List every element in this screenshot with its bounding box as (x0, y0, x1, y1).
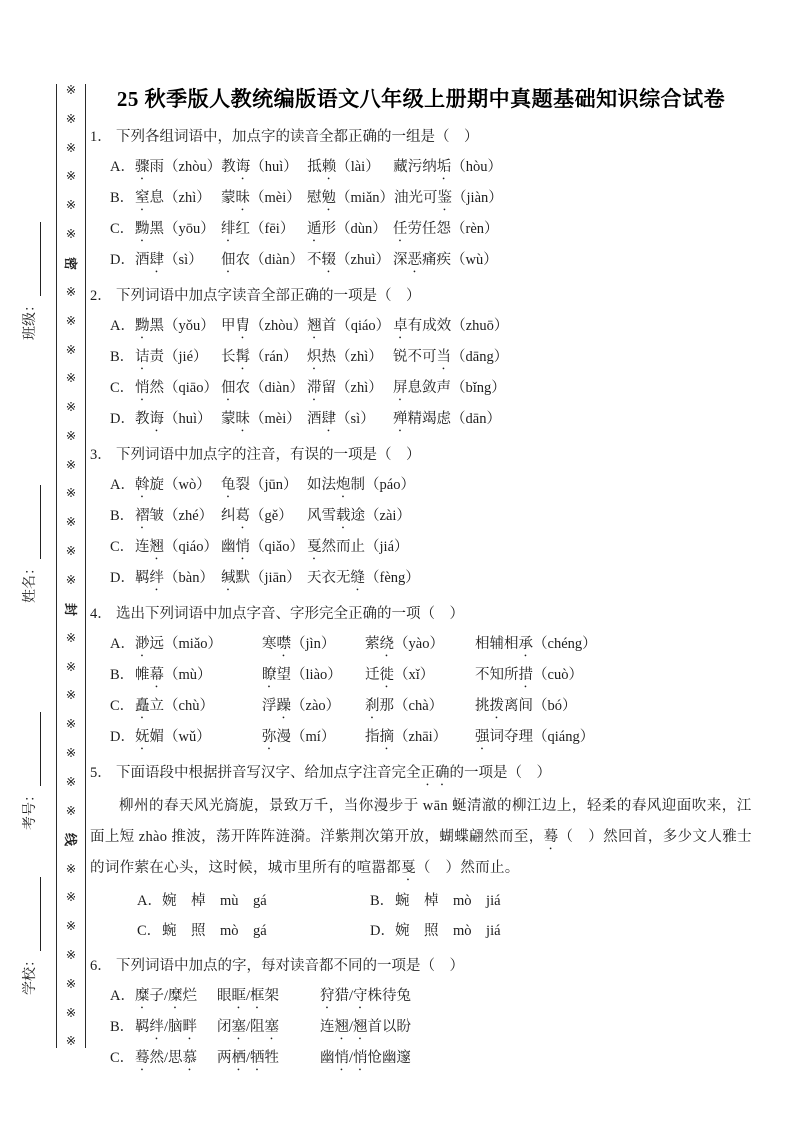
emphasized-char: 辍 (321, 252, 336, 268)
emphasized-char: 妩 (135, 729, 150, 745)
emphasized-char: 滞 (307, 380, 322, 396)
option-item: 藏污纳垢（hòu） (393, 159, 502, 175)
option-item: 羁绊/脑畔 (135, 1019, 198, 1035)
seal-mark: ※ (65, 803, 77, 818)
option-item: 殚精竭虑（dān） (393, 411, 501, 427)
option-item: 黝黑（yōu） (135, 221, 215, 237)
option-C (90, 532, 752, 563)
question-3 (90, 440, 752, 594)
option-item: 蜿 照 mò gá (162, 923, 267, 939)
seal-mark: ※ (65, 919, 77, 934)
margin-field-blank (25, 485, 41, 559)
emphasized-char: 框 (250, 988, 265, 1004)
option-item: 龟裂（jūn） (221, 477, 298, 493)
option-item: 油光可鉴（jiàn） (394, 190, 503, 206)
option-label: A． (110, 477, 135, 493)
option-D (90, 722, 752, 753)
seal-mark: ※ (65, 226, 77, 241)
option-item: 挑拨离间（bó） (475, 698, 577, 714)
question-5 (90, 758, 752, 946)
option-label: A． (110, 159, 135, 175)
emphasized-char: 弥 (262, 729, 277, 745)
option-item: 狩猎/守株待兔 (320, 988, 412, 1004)
option-item: 弥漫（mí） (262, 729, 336, 745)
option-label: D． (370, 923, 395, 939)
option-item: 遁形（dùn） (307, 221, 387, 237)
seal-mark: ※ (65, 630, 77, 645)
emphasized-char: 徙 (379, 667, 394, 683)
option-C (117, 916, 350, 946)
option-item: 斡旋（wò） (135, 477, 211, 493)
option-item: 骤雨（zhòu） (135, 159, 222, 175)
option-item: 甲胄（zhòu） (221, 318, 308, 334)
emphasized-char: 遁 (307, 221, 322, 237)
emphasized-char: 诘 (135, 349, 150, 365)
emphasized-char: 黝 (135, 318, 150, 334)
margin-field-label: 姓名： (23, 561, 38, 603)
emphasized-char: 垢 (436, 159, 452, 175)
name-field (19, 453, 41, 603)
question-number: 2． (90, 288, 112, 304)
option-B (90, 501, 752, 532)
seal-mark: ※ (65, 140, 77, 155)
option-label: A． (110, 636, 135, 652)
option-item: 幽悄/悄怆幽邃 (320, 1050, 412, 1066)
emphasized-char: 胄 (235, 318, 250, 334)
option-item: 天衣无缝（fèng） (307, 570, 420, 586)
option-label: D． (110, 411, 135, 427)
seal-text-char: 密 (63, 256, 79, 270)
option-item: 炽热（zhì） (307, 349, 383, 365)
emphasized-char: 翘 (307, 318, 322, 334)
option-label: A． (110, 988, 135, 1004)
option-item: 连翘（qiáo） (135, 539, 218, 555)
emphasized-char: 悄 (235, 539, 250, 555)
option-item: 相辅相承（chéng） (475, 636, 597, 652)
question-stem-text: 下列词语中加点的字，每对读音都不同的一项是（ ） (116, 958, 464, 974)
seal-mark: ※ (65, 745, 77, 760)
emphasized-char: 屏 (393, 380, 408, 396)
emphasized-char: 拨 (489, 698, 504, 714)
option-C (90, 691, 752, 722)
emphasized-char: 确 (435, 765, 450, 781)
option-item: 缄默（jiān） (221, 570, 301, 586)
emphasized-char: 载 (336, 508, 351, 524)
question-stem-text: 下列词语中加点字读音全部正确的一项是（ ） (116, 288, 421, 304)
question-stem (90, 599, 752, 629)
option-label: A． (137, 893, 162, 909)
question-stem-text: 下列词语中加点字的注音，有误的一项是（ ） (116, 447, 421, 463)
margin-field-blank (25, 712, 41, 786)
emphasized-char: 正 (420, 765, 435, 781)
emphasized-char: 摘 (379, 729, 394, 745)
option-item: 锐不可当（dāng） (393, 349, 509, 365)
question-stem-text: 下面语段中根据拼音写汉字、给加点字注音完全正确的一项是（ ） (116, 765, 551, 781)
option-label: D． (110, 570, 135, 586)
emphasized-char: 褶 (135, 508, 150, 524)
options (90, 470, 752, 594)
option-item: 不辍（zhuì） (307, 252, 390, 268)
seal-mark: ※ (65, 976, 77, 991)
emphasized-char: 卓 (393, 318, 408, 334)
option-item: 萦绕（yào） (365, 636, 444, 652)
question-stem (90, 440, 752, 470)
school-field (19, 845, 41, 995)
emphasized-char: 刹 (365, 698, 380, 714)
option-item: 黝黑（yǒu） (135, 318, 215, 334)
option-item: 窒息（zhì） (135, 190, 211, 206)
option-item: 深恶痛疾（wù） (393, 252, 498, 268)
margin-field-label: 班级： (23, 298, 38, 340)
emphasized-char: 栖 (231, 1050, 246, 1066)
option-item: 婉 照 mò jiá (395, 923, 501, 939)
emphasized-char: 翘 (334, 1019, 349, 1035)
emphasized-char: 噤 (276, 636, 291, 652)
emphasized-char: 蓦 (135, 1050, 150, 1066)
margin-field-blank (25, 222, 41, 296)
option-item: 悄然（qiāo） (135, 380, 218, 396)
option-B (90, 660, 752, 691)
seal-mark: ※ (65, 688, 77, 703)
emphasized-char: 绊 (149, 570, 164, 586)
option-D (90, 404, 752, 435)
question-stem (90, 281, 752, 311)
seal-mark: ※ (65, 169, 77, 184)
emphasized-char: 肆 (149, 252, 164, 268)
option-label: B． (370, 893, 395, 909)
seal-mark: ※ (65, 1005, 77, 1020)
exam-content (90, 84, 752, 1074)
option-item: 绯红（fēi） (221, 221, 295, 237)
option-item: 任劳任怨（rèn） (393, 221, 499, 237)
option-D (350, 916, 752, 946)
emphasized-char: 承 (518, 636, 533, 652)
option-item: 佃农（diàn） (221, 380, 304, 396)
option-A (117, 886, 350, 916)
seal-mark: ※ (65, 111, 77, 126)
option-item: 糜子/糜烂 (135, 988, 198, 1004)
option-D (90, 563, 752, 594)
emphasized-char: 强 (475, 729, 490, 745)
option-item: 蜿 棹 mò jiá (395, 893, 501, 909)
option-label: C． (110, 221, 135, 237)
options (90, 152, 752, 276)
emphasized-char: 绊 (149, 1019, 164, 1035)
option-label: B． (110, 349, 135, 365)
option-item: 指摘（zhāi） (365, 729, 448, 745)
emphasized-char: 慕 (182, 1050, 198, 1066)
seal-mark: ※ (65, 890, 77, 905)
seal-mark: ※ (65, 717, 77, 732)
question-number: 1． (90, 129, 112, 145)
option-C (90, 214, 752, 245)
emphasized-char: 缄 (221, 570, 236, 586)
emphasized-char: 措 (518, 667, 533, 683)
option-C (90, 373, 752, 404)
seal-mark: ※ (65, 342, 77, 357)
seal-mark: ※ (65, 198, 77, 213)
option-C (90, 1043, 752, 1074)
emphasized-char: 骤 (135, 159, 150, 175)
option-A (90, 470, 752, 501)
emphasized-char: 守 (353, 988, 368, 1004)
option-item: 帷幕（mù） (135, 667, 212, 683)
option-item: 屏息敛声（bǐng） (393, 380, 506, 396)
emphasized-char: 绯 (221, 221, 236, 237)
option-item: 滞留（zhì） (307, 380, 383, 396)
option-label: C． (110, 380, 135, 396)
seal-mark: ※ (65, 947, 77, 962)
option-D (90, 245, 752, 276)
option-item: 眼眶/框架 (217, 988, 280, 1004)
option-A (90, 311, 752, 342)
emphasized-char: 诲 (235, 159, 251, 175)
option-item: 教诲（huì） (221, 159, 298, 175)
seal-mark: ※ (65, 83, 77, 97)
emphasized-char: 殚 (393, 411, 408, 427)
options (90, 981, 752, 1074)
emphasized-char: 诲 (149, 411, 164, 427)
option-B (90, 183, 752, 214)
option-item: 如法炮制（páo） (307, 477, 415, 493)
emphasized-char: 翘 (353, 1019, 368, 1035)
option-item: 刹那（chà） (365, 698, 444, 714)
question-stem-text: 选出下列词语中加点字音、字形完全正确的一项（ ） (116, 606, 464, 622)
option-item: 闭塞/阻塞 (217, 1019, 280, 1035)
option-item: 戛然而止（jiá） (307, 539, 409, 555)
seal-column (56, 84, 86, 1048)
emphasized-char: 畔 (182, 1019, 198, 1035)
option-A (90, 981, 752, 1012)
emphasized-char: 佃 (221, 252, 236, 268)
option-item: 妩媚（wǔ） (135, 729, 211, 745)
option-label: B． (110, 1019, 135, 1035)
option-label: B． (110, 667, 135, 683)
emphasized-char: 幕 (149, 667, 164, 683)
emphasized-char: 矗 (135, 698, 150, 714)
option-item: 酒肆（sì） (135, 252, 203, 268)
emphasized-char: 缝 (350, 570, 365, 586)
emphasized-char: 蓦 (543, 829, 559, 845)
seal-mark: ※ (65, 659, 77, 674)
option-item: 卓有成效（zhuō） (393, 318, 509, 334)
emphasized-char: 葛 (235, 508, 250, 524)
emphasized-char: 眶 (231, 988, 246, 1004)
margin-field-blank (25, 877, 41, 951)
option-item: 抵赖（lài） (307, 159, 380, 175)
option-item: 长髯（rán） (221, 349, 298, 365)
option-B (90, 342, 752, 373)
question-number: 6． (90, 958, 112, 974)
question-stem (90, 122, 752, 152)
emphasized-char: 糜 (135, 988, 150, 1004)
option-item: 风雪载途（zài） (307, 508, 411, 524)
emphasized-char: 恶 (407, 252, 422, 268)
emphasized-char: 翘 (149, 539, 164, 555)
option-item: 佃农（diàn） (221, 252, 304, 268)
option-item: 两栖/牺牲 (217, 1050, 280, 1066)
question-6 (90, 951, 752, 1074)
seal-mark: ※ (65, 861, 77, 876)
emphasized-char: 髯 (235, 349, 250, 365)
seal-text-char: 封 (63, 602, 79, 616)
emphasized-char: 戛 (307, 539, 322, 555)
question-number: 5． (90, 765, 112, 781)
emphasized-char: 勉 (321, 190, 336, 206)
emphasized-char: 悄 (334, 1050, 349, 1066)
seal-mark: ※ (65, 428, 77, 443)
emphasized-char: 牺 (250, 1050, 265, 1066)
emphasized-char: 塞 (231, 1019, 246, 1035)
option-item: 羁绊（bàn） (135, 570, 214, 586)
question-stem-text: 下列各组词语中，加点字的读音全都正确的一组是（ ） (116, 129, 479, 145)
exam-number-field (19, 680, 41, 830)
option-item: 不知所措（cuò） (475, 667, 583, 683)
seal-mark: ※ (65, 284, 77, 299)
option-item: 连翘/翘首以盼 (320, 1019, 412, 1035)
seal-mark: ※ (65, 313, 77, 328)
option-label: C． (110, 539, 135, 555)
emphasized-char: 糜 (168, 988, 183, 1004)
margin-field-label: 学校： (23, 953, 38, 995)
option-A (90, 152, 752, 183)
option-item: 教诲（huì） (135, 411, 212, 427)
option-item: 蒙昧（mèi） (221, 411, 301, 427)
emphasized-char: 肆 (321, 411, 336, 427)
question-number: 3． (90, 447, 112, 463)
option-label: B． (110, 190, 135, 206)
emphasized-char: 昧 (235, 411, 250, 427)
option-item: 浮躁（zào） (262, 698, 341, 714)
option-item: 蓦然/思慕 (135, 1050, 198, 1066)
emphasized-char: 斡 (135, 477, 150, 493)
option-item: 翘首（qiáo） (307, 318, 391, 334)
seal-text-char: 线 (63, 833, 79, 847)
option-item: 瞭望（liào） (262, 667, 342, 683)
seal-mark: ※ (65, 457, 77, 472)
seal-mark: ※ (65, 774, 77, 789)
question-2 (90, 281, 752, 435)
seal-mark: ※ (65, 486, 77, 501)
seal-mark: ※ (65, 515, 77, 530)
class-field (19, 190, 41, 340)
options (90, 886, 752, 946)
emphasized-char: 佃 (221, 380, 236, 396)
emphasized-char: 昧 (235, 190, 250, 206)
option-label: C． (137, 923, 162, 939)
option-B (350, 886, 752, 916)
emphasized-char: 炽 (307, 349, 322, 365)
option-item: 迁徙（xǐ） (365, 667, 435, 683)
emphasized-char: 瞭 (262, 667, 277, 683)
question-1 (90, 122, 752, 276)
seal-mark: ※ (65, 400, 77, 415)
options (90, 629, 752, 753)
emphasized-char: 任 (393, 221, 408, 237)
option-label: B． (110, 508, 135, 524)
option-B (90, 1012, 752, 1043)
option-item: 渺远（miǎo） (135, 636, 222, 652)
option-label: C． (110, 1050, 135, 1066)
option-item: 蒙昧（mèi） (221, 190, 301, 206)
emphasized-char: 塞 (264, 1019, 280, 1035)
seal-mark: ※ (65, 1034, 77, 1049)
emphasized-char: 窒 (135, 190, 150, 206)
seal-mark: ※ (65, 544, 77, 558)
question-number: 4． (90, 606, 112, 622)
emphasized-char: 龟 (221, 477, 236, 493)
option-label: A． (110, 318, 135, 334)
emphasized-char: 绕 (379, 636, 394, 652)
emphasized-char: 鉴 (437, 190, 452, 206)
emphasized-char: 悄 (135, 380, 150, 396)
option-item: 纠葛（gě） (221, 508, 293, 524)
seal-mark: ※ (65, 371, 77, 386)
option-item: 酒肆（sì） (307, 411, 375, 427)
seal-mark: ※ (65, 572, 77, 587)
questions (90, 122, 752, 1074)
option-label: D． (110, 729, 135, 745)
option-item: 婉 棹 mù gá (162, 893, 267, 909)
emphasized-char: 炮 (336, 477, 351, 493)
question-stem (90, 758, 752, 789)
option-item: 褶皱（zhé） (135, 508, 214, 524)
question-passage: 柳州的春天风光旖旎，景致万千，当你漫步于 wān 蜒清澈的柳江边上，轻柔的春风迎面吹来，江面上短 zhào 推波，荡开阵阵涟漪。洋紫荆次第开放，蝴蝶翩然而至，蓦（ ）然回首，多少文人雅士的词作萦在心头，这时候，城市里所有的喧嚣都戛（ ）然而止。 (90, 798, 752, 876)
option-item: 矗立（chù） (135, 698, 214, 714)
emphasized-char: 狩 (320, 988, 335, 1004)
option-item: 强词夺理（qiáng） (475, 729, 595, 745)
option-A (90, 629, 752, 660)
emphasized-char: 悄 (353, 1050, 368, 1066)
emphasized-char: 戛 (401, 860, 416, 876)
option-label: C． (110, 698, 135, 714)
option-item: 诘责（jié） (135, 349, 208, 365)
option-item: 寒噤（jìn） (262, 636, 336, 652)
emphasized-char: 渺 (135, 636, 150, 652)
options (90, 311, 752, 435)
margin-field-label: 考号： (23, 788, 38, 830)
page-title: 25 秋季版人教统编版语文八年级上册期中真题基础知识综合试卷 (116, 87, 726, 111)
emphasized-char: 当 (436, 349, 451, 365)
emphasized-char: 躁 (276, 698, 291, 714)
emphasized-char: 赖 (321, 159, 337, 175)
option-item: 慰勉（miǎn） (307, 190, 394, 206)
question-4 (90, 599, 752, 753)
option-item: 幽悄（qiǎo） (221, 539, 304, 555)
option-label: D． (110, 252, 135, 268)
question-stem (90, 951, 752, 981)
emphasized-char: 黝 (135, 221, 150, 237)
